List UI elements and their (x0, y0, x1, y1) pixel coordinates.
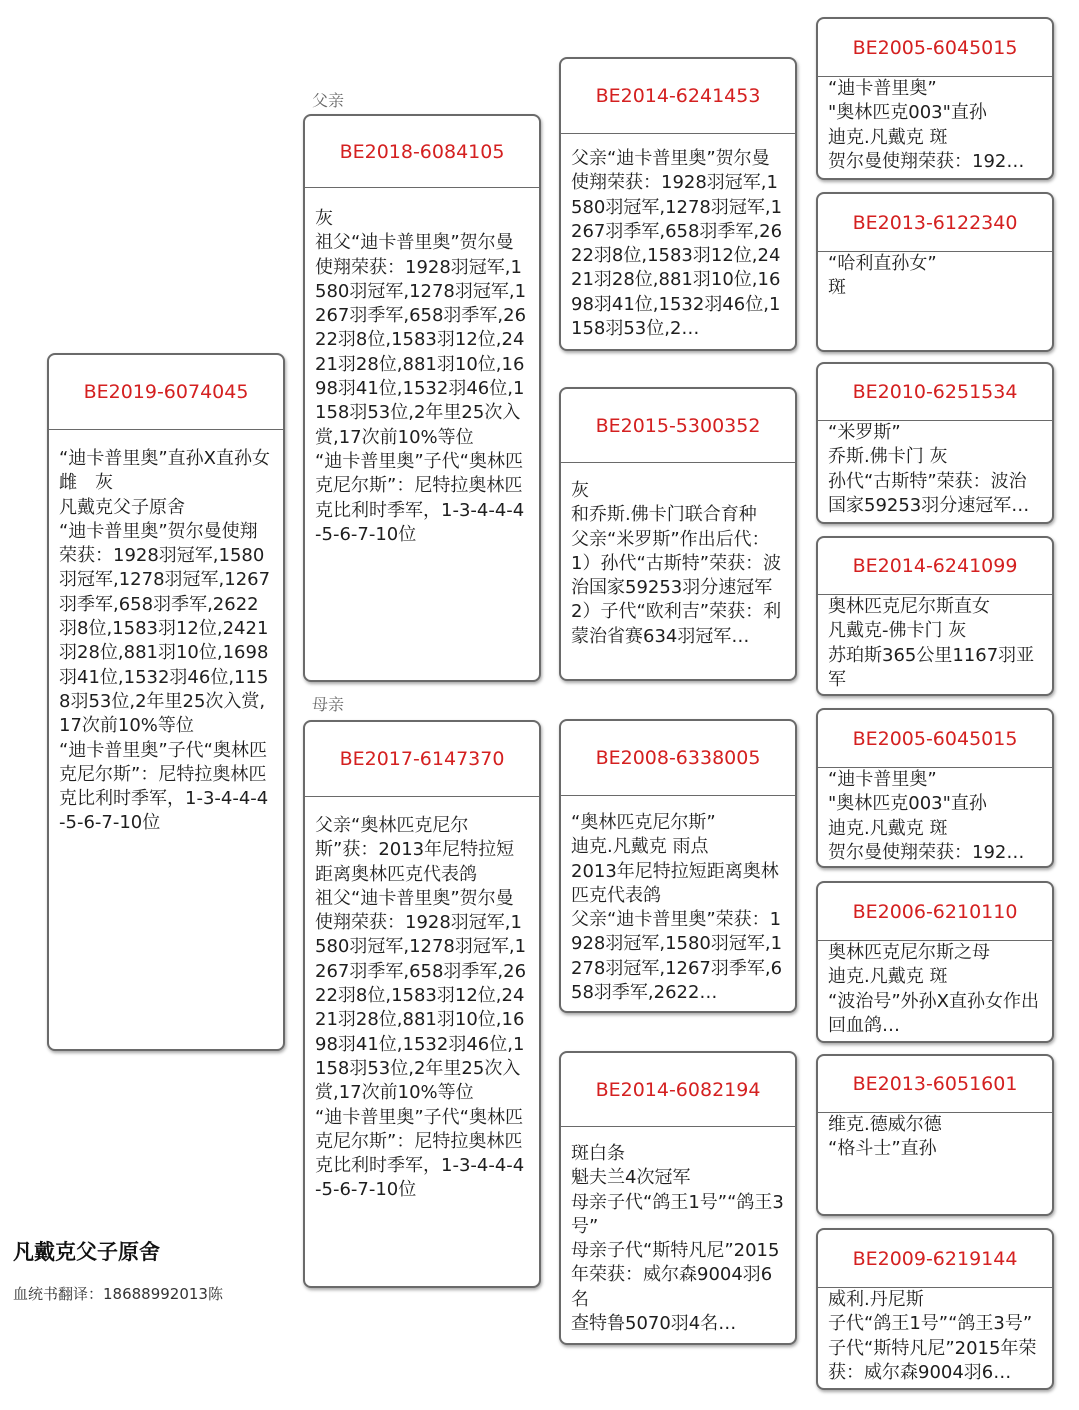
pedigree-card-granddam-paternal (559, 387, 797, 681)
ring-number: BE2015-5300352 (561, 389, 795, 463)
pedigree-card-ggp-2 (816, 192, 1054, 352)
card-description: 灰 祖父“迪卡普里奥”贺尔曼使翔荣获：1928羽冠军,1580羽冠军,1278羽冠军,1267羽季军,658羽季军,2622羽8位,1583羽12位,2421羽28位,881羽10位,1698羽41位,1532羽46位,1158羽53位,2年里25次入赏,17次前10%等位 “迪卡普里奥”子代“奥林匹克尼尔斯”：尼特拉奥林匹克比利时季军，1-3-4-4-4-5-6-7-10位 (315, 208, 527, 545)
pedigree-card-ggp-5 (816, 708, 1054, 868)
pedigree-card-granddam-maternal (559, 1051, 797, 1345)
ring-number: BE2005-6045015 (818, 19, 1052, 77)
ring-number: BE2014-6082194 (561, 1053, 795, 1127)
card-description: 威利.丹尼斯 子代“鸽王1号”“鸽王3号” 子代“斯特凡尼”2015年荣获：威尔森9004羽6… (828, 1289, 1037, 1383)
ring-number: BE2014-6241099 (818, 538, 1052, 595)
ring-number: BE2013-6051601 (818, 1056, 1052, 1113)
ring-number: BE2009-6219144 (818, 1230, 1052, 1288)
ring-number: BE2005-6045015 (818, 710, 1052, 768)
card-description: “迪卡普里奥” "奥林匹克003"直孙 迪克.凡戴克 斑 贺尔曼使翔荣获：192… (828, 78, 1025, 172)
card-description: 斑白条 魁夫兰4次冠军 母亲子代“鸽王1号”“鸽王3号” 母亲子代“斯特凡尼”2015年荣获：威尔森9004羽6名 查特鲁5070羽4名… (571, 1143, 784, 1335)
pedigree-card-dam (303, 720, 541, 1288)
card-description: “奥林匹克尼尔斯” 迪克.凡戴克 雨点 2013年尼特拉短距离奥林匹克代表鸽 父亲“迪卡普里奥”荣获：1928羽冠军,1580羽冠军,1278羽冠军,1267羽季军,658羽季军,2622… (571, 812, 783, 1004)
ring-number: BE2019-6074045 (49, 355, 283, 430)
card-description: 父亲“奥林匹克尼尔斯”获：2013年尼特拉短距离奥林匹克代表鸽 祖父“迪卡普里奥”贺尔曼使翔荣获：1928羽冠军,1580羽冠军,1278羽冠军,1267羽季军,658羽季军,2622羽8位,1583羽12位,2421羽28位,881羽10位,1698羽41位,1532羽46位,1158羽53位,2年里25次入赏,17次前10%等位 “迪卡普里奥”子代“奥林匹克尼尔斯”：尼特拉奥林匹克比利时季军，1-3-4-4-4-5-6-7-10位 (315, 815, 527, 1201)
loft-name: 凡戴克父子原舍 (13, 1240, 160, 1264)
pedigree-card-grandsire-maternal (559, 719, 797, 1013)
pedigree-card-ggp-8 (816, 1228, 1054, 1390)
card-description: 奥林匹克尼尔斯之母 迪克.凡戴克 斑 “波治号”外孙X直孙女作出回血鸽… (828, 942, 1039, 1036)
card-description: “米罗斯” 乔斯.佛卡门 灰 孙代“古斯特”荣获：波治国家59253羽分速冠军… (828, 422, 1030, 516)
card-description: 灰 和乔斯.佛卡门联合育种 父亲“米罗斯”作出后代： 1）孙代“古斯特”荣获：波治国家59253羽分速冠军 2）子代“欧利吉”荣获：利蒙治省赛634羽冠军… (571, 480, 782, 647)
pedigree-card-ggp-4 (816, 536, 1054, 696)
translator-credit: 血统书翻译：18688992013陈 (13, 1285, 223, 1303)
father-label: 父亲 (312, 91, 345, 110)
ring-number: BE2013-6122340 (818, 194, 1052, 252)
card-description: 奥林匹克尼尔斯直女 凡戴克-佛卡门 灰 苏珀斯365公里1167羽亚军 (828, 596, 1035, 690)
card-description: 维克.德威尔德 “格斗士”直孙 (828, 1114, 942, 1160)
card-description: “哈利直孙女” 斑 (828, 253, 937, 299)
ring-number: BE2006-6210110 (818, 883, 1052, 941)
card-description: “迪卡普里奥” "奥林匹克003"直孙 迪克.凡戴克 斑 贺尔曼使翔荣获：192… (828, 769, 1025, 863)
ring-number: BE2017-6147370 (305, 722, 539, 797)
pedigree-card-subject (47, 353, 285, 1051)
mother-label: 母亲 (312, 695, 345, 714)
pedigree-card-ggp-6 (816, 881, 1054, 1043)
pedigree-card-ggp-3 (816, 362, 1054, 524)
pedigree-card-ggp-1 (816, 17, 1054, 180)
ring-number: BE2010-6251534 (818, 364, 1052, 421)
ring-number: BE2014-6241453 (561, 59, 795, 134)
ring-number: BE2008-6338005 (561, 721, 795, 796)
pedigree-card-grandsire-paternal (559, 57, 797, 351)
card-description: “迪卡普里奥”直孙X直孙女 雌 灰 凡戴克父子原舍 “迪卡普里奥”贺尔曼使翔荣获：1928羽冠军,1580羽冠军,1278羽冠军,1267羽季军,658羽季军,2622羽8位,1583羽12位,2421羽28位,881羽10位,1698羽41位,1532羽46位,1158羽53位,2年里25次入赏,17次前10%等位 “迪卡普里奥”子代“奥林匹克尼尔斯”：尼特拉奥林匹克比利时季军，1-3-4-4-4-5-6-7-10位 (59, 448, 271, 834)
pedigree-card-ggp-7 (816, 1054, 1054, 1216)
pedigree-card-sire (303, 114, 541, 682)
card-description: 父亲“迪卡普里奥”贺尔曼使翔荣获：1928羽冠军,1580羽冠军,1278羽冠军,1267羽季军,658羽季军,2622羽8位,1583羽12位,2421羽28位,881羽10位,1698羽41位,1532羽46位,1158羽53位,2… (571, 148, 783, 340)
ring-number: BE2018-6084105 (305, 116, 539, 188)
